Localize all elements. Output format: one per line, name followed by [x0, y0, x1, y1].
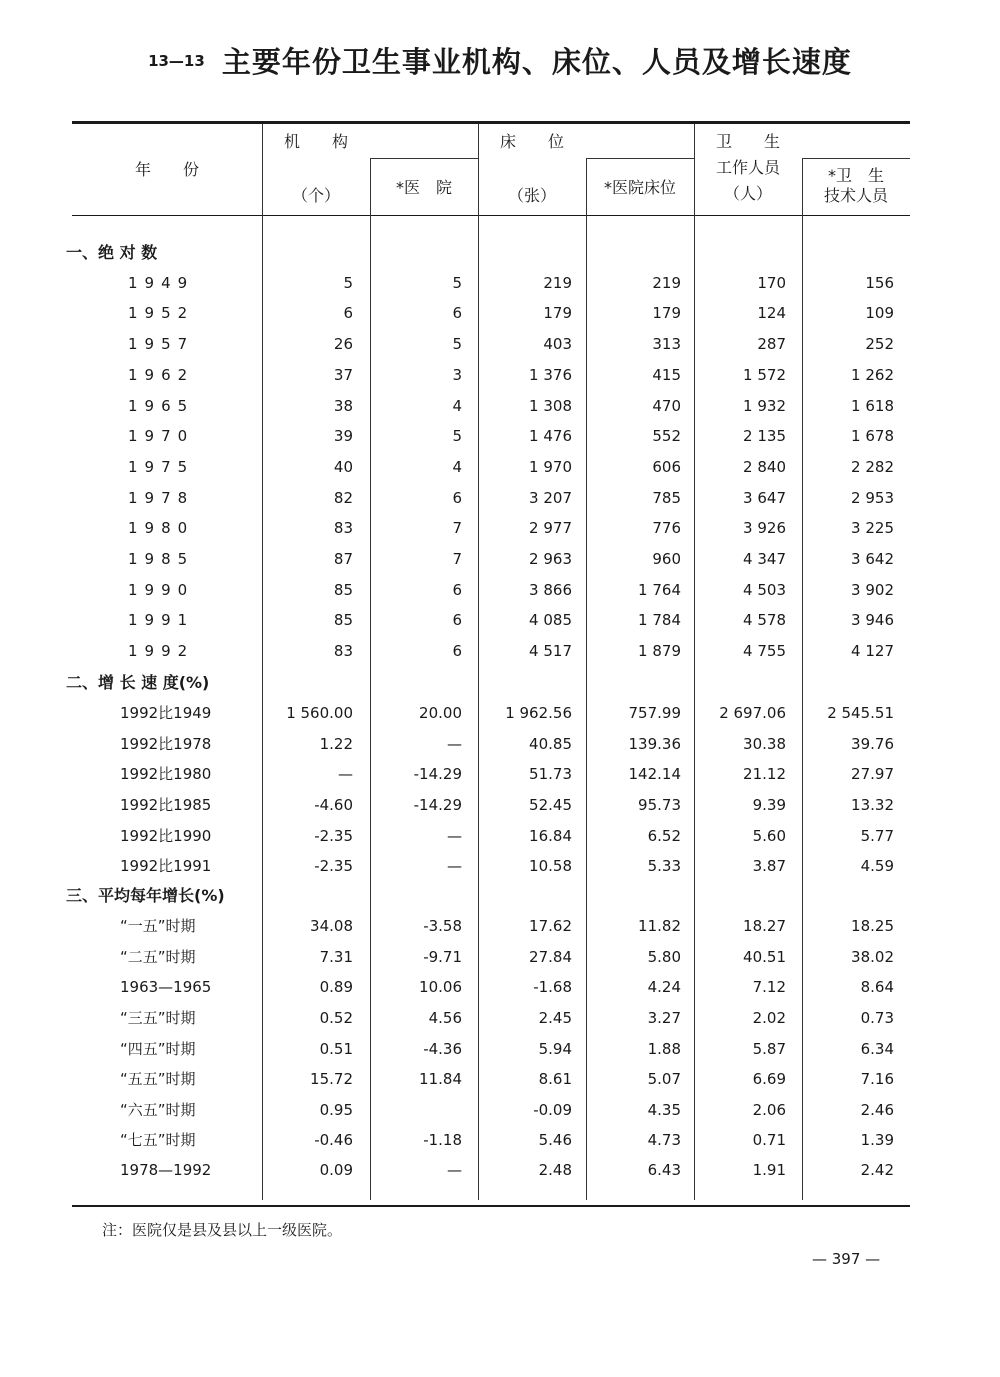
cell-hospital-beds: 5.07 [647, 1070, 681, 1088]
cell-beds: 2.45 [538, 1009, 572, 1027]
table-row [0, 391, 1000, 421]
subheader-rule [802, 158, 910, 159]
header-health-workers-unit: （人） [723, 184, 772, 203]
cell-beds: 10.58 [529, 857, 572, 875]
row-label: “六五”时期 [120, 1101, 196, 1119]
cell-beds: 2.48 [538, 1161, 572, 1179]
row-label: 1975 [128, 458, 195, 476]
cell-institutions: 0.09 [319, 1161, 353, 1179]
cell-tech-staff: 4 127 [851, 642, 894, 660]
table-row [0, 729, 1000, 759]
cell-health-workers: 2 840 [743, 458, 786, 476]
cell-hospitals: 6 [452, 581, 462, 599]
table-row [0, 698, 1000, 728]
cell-tech-staff: 1 678 [851, 427, 894, 445]
row-label: 1970 [128, 427, 195, 445]
cell-beds: 5.94 [538, 1040, 572, 1058]
cell-hospital-beds: 142.14 [628, 765, 681, 783]
cell-tech-staff: 0.73 [860, 1009, 894, 1027]
table-row [0, 759, 1000, 789]
cell-institutions: 37 [333, 366, 353, 384]
cell-institutions: -4.60 [314, 796, 353, 814]
cell-health-workers: 3 926 [743, 519, 786, 537]
table-row [0, 851, 1000, 881]
cell-hospital-beds: 5.80 [647, 948, 681, 966]
cell-hospital-beds: 95.73 [638, 796, 681, 814]
footnote: 注：医院仅是县及县以上一级医院。 [102, 1221, 343, 1239]
table-row [0, 1034, 1000, 1064]
cell-tech-staff: 27.97 [851, 765, 894, 783]
cell-hospitals: 5 [452, 274, 462, 292]
cell-hospitals: 5 [452, 335, 462, 353]
row-label: 1978 [128, 489, 195, 507]
cell-hospital-beds: 1 764 [638, 581, 681, 599]
cell-hospitals: -3.58 [423, 917, 462, 935]
table-row [0, 483, 1000, 513]
cell-health-workers: 18.27 [743, 917, 786, 935]
table-row [0, 605, 1000, 635]
cell-hospitals: 3 [452, 366, 462, 384]
cell-beds: -1.68 [533, 978, 572, 996]
row-label: “四五”时期 [120, 1040, 196, 1058]
cell-hospital-beds: 4.73 [647, 1131, 681, 1149]
cell-institutions: 83 [333, 519, 353, 537]
cell-hospitals: 7 [452, 519, 462, 537]
table-row [0, 268, 1000, 298]
cell-institutions: 87 [333, 550, 353, 568]
cell-hospitals: 5 [452, 427, 462, 445]
cell-institutions: 85 [333, 581, 353, 599]
cell-tech-staff: 109 [865, 304, 894, 322]
cell-hospital-beds: 776 [652, 519, 681, 537]
cell-hospital-beds: 313 [652, 335, 681, 353]
cell-hospitals: -14.29 [413, 765, 462, 783]
table-row [0, 452, 1000, 482]
cell-hospitals: — [447, 857, 462, 875]
cell-hospital-beds: 470 [652, 397, 681, 415]
cell-hospitals: 7 [452, 550, 462, 568]
cell-beds: 5.46 [538, 1131, 572, 1149]
row-label: “一五”时期 [120, 917, 196, 935]
row-label: 1992比1949 [120, 704, 212, 722]
cell-health-workers: 2.06 [752, 1101, 786, 1119]
cell-health-workers: 6.69 [752, 1070, 786, 1088]
cell-beds: 3 207 [529, 489, 572, 507]
table-row [0, 360, 1000, 390]
cell-hospitals: — [447, 827, 462, 845]
cell-health-workers: 3.87 [752, 857, 786, 875]
cell-tech-staff: 4.59 [860, 857, 894, 875]
cell-institutions: -0.46 [314, 1131, 353, 1149]
header-hospital-beds: *医院床位 [603, 178, 676, 197]
cell-tech-staff: 2.46 [860, 1101, 894, 1119]
cell-hospitals: 11.84 [419, 1070, 462, 1088]
cell-institutions: 85 [333, 611, 353, 629]
cell-hospitals [372, 1095, 462, 1125]
cell-hospitals: — [447, 1161, 462, 1179]
cell-beds: 2 963 [529, 550, 572, 568]
cell-health-workers: 21.12 [743, 765, 786, 783]
cell-beds: 1 308 [529, 397, 572, 415]
cell-hospital-beds: 960 [652, 550, 681, 568]
cell-institutions: 0.95 [319, 1101, 353, 1119]
table-row [0, 329, 1000, 359]
header-health-workers-line1: 卫 生 [715, 132, 780, 151]
cell-hospitals: 20.00 [419, 704, 462, 722]
cell-institutions: -2.35 [314, 827, 353, 845]
cell-tech-staff: 13.32 [851, 796, 894, 814]
cell-beds: 1 376 [529, 366, 572, 384]
top-rule [72, 121, 910, 124]
cell-tech-staff: 18.25 [851, 917, 894, 935]
cell-tech-staff: 3 946 [851, 611, 894, 629]
section-heading [0, 881, 1000, 911]
table-row [0, 1095, 1000, 1125]
cell-beds: 27.84 [529, 948, 572, 966]
table-row [0, 972, 1000, 1002]
table-number: 13—13 [148, 51, 205, 70]
cell-health-workers: 30.38 [743, 735, 786, 753]
cell-hospital-beds: 1.88 [647, 1040, 681, 1058]
cell-institutions: 34.08 [310, 917, 353, 935]
cell-health-workers: 4 347 [743, 550, 786, 568]
cell-tech-staff: 3 902 [851, 581, 894, 599]
table-row [0, 1064, 1000, 1094]
cell-tech-staff: 2.42 [860, 1161, 894, 1179]
cell-tech-staff: 6.34 [860, 1040, 894, 1058]
cell-beds: 52.45 [529, 796, 572, 814]
cell-tech-staff: 7.16 [860, 1070, 894, 1088]
cell-institutions: 6 [343, 304, 353, 322]
bottom-rule [72, 1205, 910, 1207]
section-title: 一、绝 对 数 [66, 243, 158, 262]
table-row [0, 421, 1000, 451]
cell-hospital-beds: 3.27 [647, 1009, 681, 1027]
cell-hospitals: 10.06 [419, 978, 462, 996]
row-label: 1992比1978 [120, 735, 212, 753]
cell-hospital-beds: 4.24 [647, 978, 681, 996]
cell-tech-staff: 3 225 [851, 519, 894, 537]
cell-institutions: -2.35 [314, 857, 353, 875]
cell-health-workers: 1 932 [743, 397, 786, 415]
cell-hospital-beds: 4.35 [647, 1101, 681, 1119]
table-row [0, 298, 1000, 328]
row-label: 1991 [128, 611, 195, 629]
cell-health-workers: 4 578 [743, 611, 786, 629]
table-row [0, 1003, 1000, 1033]
cell-tech-staff: 5.77 [860, 827, 894, 845]
table-row [0, 1155, 1000, 1185]
row-label: 1992比1980 [120, 765, 212, 783]
cell-tech-staff: 2 282 [851, 458, 894, 476]
cell-health-workers: 4 755 [743, 642, 786, 660]
cell-institutions: 26 [333, 335, 353, 353]
cell-hospitals: -14.29 [413, 796, 462, 814]
cell-hospital-beds: 6.52 [647, 827, 681, 845]
cell-hospitals: 4.56 [428, 1009, 462, 1027]
cell-beds: 219 [543, 274, 572, 292]
row-label: 1963—1965 [120, 978, 212, 996]
cell-beds: 1 476 [529, 427, 572, 445]
section-heading [0, 238, 1000, 268]
cell-beds: 3 866 [529, 581, 572, 599]
cell-institutions: 38 [333, 397, 353, 415]
cell-hospitals: -9.71 [423, 948, 462, 966]
cell-tech-staff: 39.76 [851, 735, 894, 753]
header-institutions-unit: （个） [291, 186, 340, 205]
cell-institutions: 40 [333, 458, 353, 476]
cell-hospitals: — [447, 735, 462, 753]
cell-beds: 4 517 [529, 642, 572, 660]
header-year: 年 份 [134, 160, 199, 179]
cell-hospital-beds: 785 [652, 489, 681, 507]
cell-health-workers: 2 697.06 [719, 704, 786, 722]
cell-tech-staff: 1 618 [851, 397, 894, 415]
cell-beds: 8.61 [538, 1070, 572, 1088]
row-label: “五五”时期 [120, 1070, 196, 1088]
table-row [0, 821, 1000, 851]
header-tech-staff-line2: 技术人员 [823, 186, 888, 205]
cell-hospitals: 6 [452, 304, 462, 322]
cell-institutions: 7.31 [319, 948, 353, 966]
cell-hospitals: 6 [452, 611, 462, 629]
cell-hospital-beds: 179 [652, 304, 681, 322]
row-label: 1992 [128, 642, 195, 660]
cell-tech-staff: 1.39 [860, 1131, 894, 1149]
cell-institutions: 0.51 [319, 1040, 353, 1058]
table-row [0, 575, 1000, 605]
cell-health-workers: 5.60 [752, 827, 786, 845]
row-label: “三五”时期 [120, 1009, 196, 1027]
cell-health-workers: 3 647 [743, 489, 786, 507]
cell-tech-staff: 2 545.51 [827, 704, 894, 722]
cell-hospitals: -1.18 [423, 1131, 462, 1149]
table-row [0, 636, 1000, 666]
cell-tech-staff: 252 [865, 335, 894, 353]
cell-tech-staff: 38.02 [851, 948, 894, 966]
cell-beds: 2 977 [529, 519, 572, 537]
cell-hospital-beds: 415 [652, 366, 681, 384]
cell-health-workers: 4 503 [743, 581, 786, 599]
cell-hospital-beds: 552 [652, 427, 681, 445]
section-title: 二、增 长 速 度(%) [66, 673, 210, 692]
cell-health-workers: 124 [757, 304, 786, 322]
row-label: 1952 [128, 304, 195, 322]
cell-institutions: — [338, 765, 353, 783]
cell-institutions: 0.52 [319, 1009, 353, 1027]
cell-hospital-beds: 1 879 [638, 642, 681, 660]
subheader-rule [370, 158, 478, 159]
row-label: 1957 [128, 335, 195, 353]
cell-institutions: 82 [333, 489, 353, 507]
table-row [0, 911, 1000, 941]
cell-hospital-beds: 219 [652, 274, 681, 292]
row-label: 1949 [128, 274, 195, 292]
cell-hospitals: -4.36 [423, 1040, 462, 1058]
cell-tech-staff: 3 642 [851, 550, 894, 568]
cell-hospitals: 6 [452, 642, 462, 660]
row-label: 1985 [128, 550, 195, 568]
cell-hospitals: 4 [452, 458, 462, 476]
header-beds-unit: （张） [507, 186, 556, 205]
cell-hospital-beds: 6.43 [647, 1161, 681, 1179]
cell-hospital-beds: 139.36 [628, 735, 681, 753]
cell-hospital-beds: 5.33 [647, 857, 681, 875]
cell-tech-staff: 8.64 [860, 978, 894, 996]
cell-beds: 16.84 [529, 827, 572, 845]
cell-health-workers: 1 572 [743, 366, 786, 384]
row-label: 1965 [128, 397, 195, 415]
cell-institutions: 39 [333, 427, 353, 445]
cell-tech-staff: 2 953 [851, 489, 894, 507]
cell-institutions: 0.89 [319, 978, 353, 996]
cell-tech-staff: 156 [865, 274, 894, 292]
table-title: 主要年份卫生事业机构、床位、人员及增长速度 [221, 45, 852, 79]
cell-institutions: 1 560.00 [286, 704, 353, 722]
cell-hospitals: 4 [452, 397, 462, 415]
header-beds: 床 位 [499, 132, 564, 151]
cell-institutions: 1.22 [319, 735, 353, 753]
cell-health-workers: 2 135 [743, 427, 786, 445]
row-label: 1992比1991 [120, 857, 212, 875]
table-row [0, 790, 1000, 820]
cell-health-workers: 0.71 [752, 1131, 786, 1149]
row-label: 1990 [128, 581, 195, 599]
cell-beds: 179 [543, 304, 572, 322]
cell-health-workers: 170 [757, 274, 786, 292]
table-row [0, 513, 1000, 543]
cell-beds: 1 962.56 [505, 704, 572, 722]
row-label: 1978—1992 [120, 1161, 212, 1179]
subheader-rule [586, 158, 694, 159]
cell-health-workers: 2.02 [752, 1009, 786, 1027]
cell-hospital-beds: 757.99 [628, 704, 681, 722]
cell-institutions: 5 [343, 274, 353, 292]
table-row [0, 544, 1000, 574]
page-title [0, 40, 1000, 81]
header-hospitals: *医 院 [395, 178, 452, 197]
page-number: — 397 — [812, 1250, 881, 1268]
cell-health-workers: 5.87 [752, 1040, 786, 1058]
row-label: 1992比1985 [120, 796, 212, 814]
table-row [0, 942, 1000, 972]
table-row [0, 1125, 1000, 1155]
cell-hospital-beds: 11.82 [638, 917, 681, 935]
header-tech-staff-line1: *卫 生 [827, 166, 884, 185]
cell-hospital-beds: 606 [652, 458, 681, 476]
row-label: “七五”时期 [120, 1131, 196, 1149]
cell-beds: 40.85 [529, 735, 572, 753]
cell-beds: 403 [543, 335, 572, 353]
cell-health-workers: 1.91 [752, 1161, 786, 1179]
cell-beds: 1 970 [529, 458, 572, 476]
cell-health-workers: 40.51 [743, 948, 786, 966]
header-health-workers-line2: 工作人员 [715, 158, 780, 177]
section-heading [0, 668, 1000, 698]
cell-beds: 17.62 [529, 917, 572, 935]
cell-beds: -0.09 [533, 1101, 572, 1119]
cell-hospital-beds: 1 784 [638, 611, 681, 629]
section-title: 三、平均每年增长(%) [66, 886, 225, 905]
header-institutions: 机 构 [283, 132, 348, 151]
row-label: 1980 [128, 519, 195, 537]
row-label: “二五”时期 [120, 948, 196, 966]
cell-tech-staff: 1 262 [851, 366, 894, 384]
cell-beds: 4 085 [529, 611, 572, 629]
cell-institutions: 15.72 [310, 1070, 353, 1088]
row-label: 1992比1990 [120, 827, 212, 845]
cell-health-workers: 287 [757, 335, 786, 353]
cell-health-workers: 9.39 [752, 796, 786, 814]
header-rule [72, 215, 910, 216]
row-label: 1962 [128, 366, 195, 384]
cell-hospitals: 6 [452, 489, 462, 507]
cell-beds: 51.73 [529, 765, 572, 783]
cell-health-workers: 7.12 [752, 978, 786, 996]
cell-institutions: 83 [333, 642, 353, 660]
